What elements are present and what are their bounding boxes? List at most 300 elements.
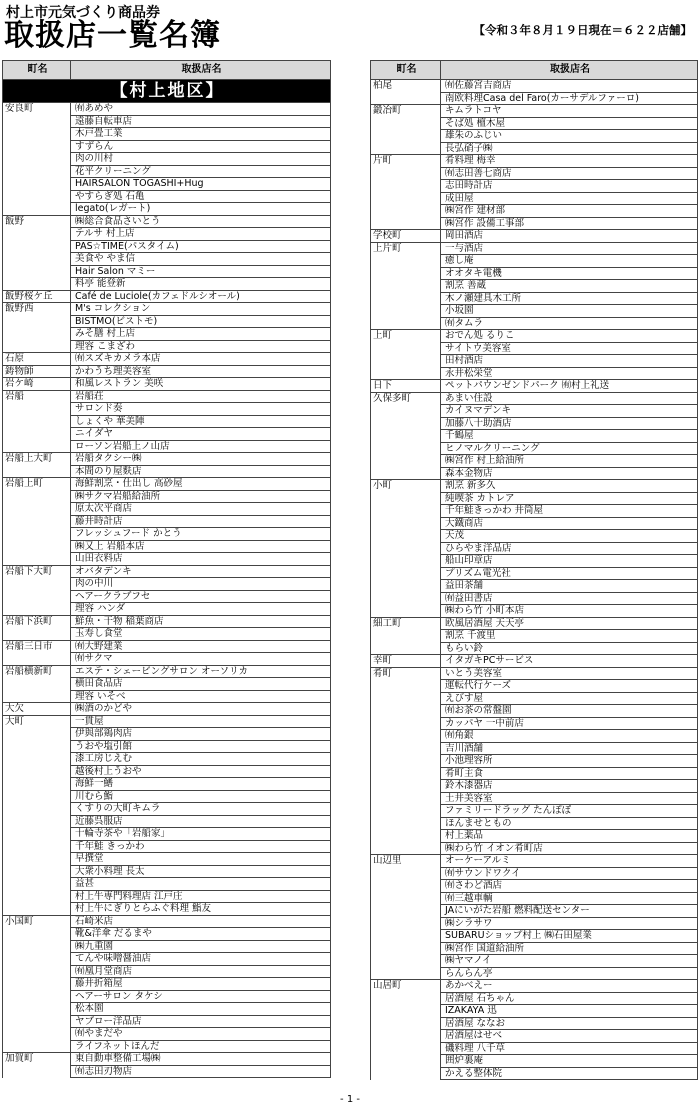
town-cell: 久保多町	[371, 392, 441, 405]
table-row	[371, 580, 698, 593]
town-cell	[371, 755, 441, 768]
town-cell	[371, 255, 441, 268]
store-cell: 志田時計店	[441, 180, 698, 193]
table-row	[371, 155, 698, 168]
store-cell: 理容 ハンダ	[71, 603, 331, 616]
town-cell	[371, 930, 441, 943]
store-cell: 漆工房じえむ	[71, 753, 331, 766]
table-row	[3, 865, 331, 878]
store-cell: 益甚	[71, 878, 331, 891]
table-row	[3, 103, 331, 116]
store-cell: 南欧料理Casa del Faro(カーサデルファーロ)	[441, 92, 698, 105]
store-cell: ㈲志田刃物店	[71, 1065, 331, 1078]
town-cell	[3, 490, 71, 503]
table-row	[371, 792, 698, 805]
store-cell: 長弘硝子㈱	[441, 142, 698, 155]
store-cell: キムラトコヤ	[441, 105, 698, 118]
store-cell: 石崎米店	[71, 915, 331, 928]
table-row	[3, 315, 331, 328]
town-cell	[371, 180, 441, 193]
town-cell	[371, 605, 441, 618]
table-row	[3, 903, 331, 916]
table-row	[371, 267, 698, 280]
table-row	[371, 130, 698, 143]
table-row	[371, 455, 698, 468]
town-cell	[371, 1055, 441, 1068]
town-cell	[371, 430, 441, 443]
store-cell: 欧風居酒屋 天天亭	[441, 617, 698, 630]
town-cell	[3, 678, 71, 691]
table-row	[3, 403, 331, 416]
town-cell	[3, 803, 71, 816]
store-cell: 遠藤自転車店	[71, 115, 331, 128]
table-row	[3, 140, 331, 153]
town-cell	[371, 117, 441, 130]
town-cell	[371, 692, 441, 705]
table-row	[371, 730, 698, 743]
table-row	[3, 615, 331, 628]
table-row	[371, 717, 698, 730]
town-cell	[371, 905, 441, 918]
town-cell: 安良町	[3, 103, 71, 116]
column-header-town: 町名	[371, 61, 441, 80]
table-row	[3, 515, 331, 528]
table-row	[371, 942, 698, 955]
table-row	[371, 705, 698, 718]
town-cell	[3, 840, 71, 853]
table-row	[3, 565, 331, 578]
table-row	[371, 1030, 698, 1043]
town-cell	[371, 542, 441, 555]
store-cell: 肴料理 梅幸	[441, 155, 698, 168]
table-row	[3, 703, 331, 716]
town-cell	[3, 653, 71, 666]
town-cell	[371, 580, 441, 593]
table-row	[3, 828, 331, 841]
town-cell	[3, 853, 71, 866]
store-cell: ㈱ヤマノイ	[441, 955, 698, 968]
table-row	[371, 317, 698, 330]
store-cell: 海鮮割烹・仕出し 高砂屋	[71, 478, 331, 491]
store-cell: ヘアークラブフセ	[71, 590, 331, 603]
table-row	[371, 680, 698, 693]
town-cell	[3, 778, 71, 791]
town-cell	[3, 265, 71, 278]
town-cell	[371, 992, 441, 1005]
table-row	[3, 165, 331, 178]
table-row	[3, 203, 331, 216]
as-of-date: 【令和３年８月１９日現在＝６２２店舗】	[473, 23, 692, 37]
store-table-right	[370, 60, 698, 1080]
store-cell: くすりの大町キムラ	[71, 803, 331, 816]
store-cell: JAにいがた岩船 燃料配送センター	[441, 905, 698, 918]
town-cell: 片町	[371, 155, 441, 168]
table-row	[371, 467, 698, 480]
town-cell	[371, 130, 441, 143]
store-cell: 海鮮一鰭	[71, 778, 331, 791]
town-cell	[371, 967, 441, 980]
table-row	[3, 778, 331, 791]
document-title: 取扱店一覧名簿	[4, 18, 221, 53]
town-cell: 日下	[371, 380, 441, 393]
store-cell: 東自動車整備工場㈱	[71, 1053, 331, 1066]
town-cell	[371, 705, 441, 718]
table-row	[3, 378, 331, 391]
town-cell	[3, 590, 71, 603]
store-cell: ヤブロー洋品店	[71, 1015, 331, 1028]
store-cell: あまい住設	[441, 392, 698, 405]
table-row	[371, 105, 698, 118]
table-row	[371, 367, 698, 380]
town-cell	[3, 315, 71, 328]
table-row	[3, 115, 331, 128]
town-cell	[3, 878, 71, 891]
store-cell: 一与酒店	[441, 242, 698, 255]
town-cell	[371, 880, 441, 893]
table-row	[3, 428, 331, 441]
store-cell: 純喫茶 カトレア	[441, 492, 698, 505]
town-cell: 小国町	[3, 915, 71, 928]
table-row	[3, 128, 331, 141]
table-row	[371, 480, 698, 493]
town-cell: 上片町	[371, 242, 441, 255]
store-cell: ㈲佐藤宮吉商店	[441, 80, 698, 93]
store-cell: すずらん	[71, 140, 331, 153]
table-row	[371, 980, 698, 993]
town-cell	[371, 467, 441, 480]
town-cell	[3, 1015, 71, 1028]
town-cell	[371, 567, 441, 580]
town-cell: 岩船上町	[3, 478, 71, 491]
store-cell: らんらん亭	[441, 967, 698, 980]
table-row	[371, 205, 698, 218]
town-cell	[3, 253, 71, 266]
store-cell: 森本金物店	[441, 467, 698, 480]
town-cell	[371, 492, 441, 505]
store-cell: おでん処 るりこ	[441, 330, 698, 343]
table-row	[3, 628, 331, 641]
town-cell	[371, 942, 441, 955]
table-row	[3, 1028, 331, 1041]
table-row	[3, 940, 331, 953]
table-row	[371, 1067, 698, 1080]
town-cell	[3, 790, 71, 803]
store-cell: 永井松栄堂	[441, 367, 698, 380]
table-row	[371, 217, 698, 230]
town-cell	[371, 592, 441, 605]
table-row	[371, 880, 698, 893]
town-cell: 岩ケ崎	[3, 378, 71, 391]
table-row	[3, 690, 331, 703]
table-row	[3, 178, 331, 191]
town-cell	[371, 717, 441, 730]
town-cell	[371, 205, 441, 218]
town-cell: 岩船三日市	[3, 640, 71, 653]
store-cell: 花平クリーニング	[71, 165, 331, 178]
store-cell: オバタデンキ	[71, 565, 331, 578]
table-row	[371, 992, 698, 1005]
town-cell	[371, 630, 441, 643]
town-cell: 飯野桜ケ丘	[3, 290, 71, 303]
table-row	[371, 305, 698, 318]
store-cell: 和風レストラン 美咲	[71, 378, 331, 391]
town-cell	[371, 192, 441, 205]
table-row	[3, 790, 331, 803]
store-cell: 大鐵商店	[441, 517, 698, 530]
table-row	[371, 505, 698, 518]
table-row	[371, 1005, 698, 1018]
town-cell	[3, 165, 71, 178]
town-cell	[3, 753, 71, 766]
store-cell: ㈲タムラ	[441, 317, 698, 330]
table-row	[371, 767, 698, 780]
town-cell	[3, 340, 71, 353]
table-row	[3, 715, 331, 728]
town-cell	[3, 190, 71, 203]
town-cell	[3, 528, 71, 541]
store-cell: いとう美容室	[441, 667, 698, 680]
town-cell	[3, 540, 71, 553]
town-cell	[3, 828, 71, 841]
town-cell: 柏尾	[371, 80, 441, 93]
store-cell: ㈱宮作 設備工事部	[441, 217, 698, 230]
table-row	[371, 567, 698, 580]
table-row	[371, 380, 698, 393]
table-row	[371, 280, 698, 293]
store-cell: Hair Salon マミー	[71, 265, 331, 278]
table-row	[371, 392, 698, 405]
town-cell	[3, 240, 71, 253]
table-row	[3, 915, 331, 928]
store-cell: 料亭 能登新	[71, 278, 331, 291]
table-row	[3, 815, 331, 828]
table-row	[371, 917, 698, 930]
table-row	[3, 215, 331, 228]
store-cell: 原太次平商店	[71, 503, 331, 516]
table-row	[371, 930, 698, 943]
table-row	[371, 642, 698, 655]
store-cell: 村上牛専門料理店 江戸庄	[71, 890, 331, 903]
town-cell	[371, 830, 441, 843]
table-row	[371, 867, 698, 880]
table-row	[371, 842, 698, 855]
town-cell: 細工町	[371, 617, 441, 630]
town-cell	[371, 92, 441, 105]
store-cell: 木戸畳工業	[71, 128, 331, 141]
table-row	[3, 253, 331, 266]
store-cell: ローソン岩船上ノ山店	[71, 440, 331, 453]
store-cell: ㈱サクマ岩船給油所	[71, 490, 331, 503]
town-cell	[371, 342, 441, 355]
town-cell	[371, 517, 441, 530]
store-cell: ㈱九重園	[71, 940, 331, 953]
table-row	[3, 290, 331, 303]
store-cell: 小坂園	[441, 305, 698, 318]
town-cell	[371, 730, 441, 743]
store-cell: 理容 いそべ	[71, 690, 331, 703]
store-cell: 山田衣料店	[71, 553, 331, 566]
town-cell: 飯野	[3, 215, 71, 228]
table-row	[3, 453, 331, 466]
town-cell	[3, 428, 71, 441]
table-row	[371, 817, 698, 830]
town-cell	[3, 440, 71, 453]
column-header-town: 町名	[3, 61, 71, 80]
table-row	[3, 853, 331, 866]
table-row	[3, 653, 331, 666]
town-cell: 上町	[371, 330, 441, 343]
store-cell: ㈱わら竹 イオン肴町店	[441, 842, 698, 855]
store-cell: ㈲サクマ	[71, 653, 331, 666]
town-cell	[371, 317, 441, 330]
table-row	[3, 603, 331, 616]
table-row	[3, 1040, 331, 1053]
store-cell: サロンド奏	[71, 403, 331, 416]
table-row	[3, 390, 331, 403]
town-cell	[3, 728, 71, 741]
town-cell	[3, 1028, 71, 1041]
table-row	[371, 1042, 698, 1055]
table-row	[371, 92, 698, 105]
town-cell	[371, 455, 441, 468]
town-cell	[371, 892, 441, 905]
table-row	[371, 292, 698, 305]
store-cell: そば処 檀木屋	[441, 117, 698, 130]
town-cell	[371, 167, 441, 180]
town-cell	[3, 178, 71, 191]
table-row	[371, 405, 698, 418]
table-row	[371, 555, 698, 568]
store-cell: ㈲凰月堂商店	[71, 965, 331, 978]
table-row	[371, 605, 698, 618]
store-cell: ㈲角銀	[441, 730, 698, 743]
town-cell	[371, 780, 441, 793]
store-cell: ペットパウンゼンドパーク ㈲村上礼送	[441, 380, 698, 393]
store-cell: ㈲お茶の常盤園	[441, 705, 698, 718]
store-cell: あかべえー	[441, 980, 698, 993]
store-cell: サイトウ美容室	[441, 342, 698, 355]
store-cell: 村上牛にぎりとらふぐ料理 鮨友	[71, 903, 331, 916]
town-cell	[371, 405, 441, 418]
town-cell	[371, 355, 441, 368]
store-cell: ニイダヤ	[71, 428, 331, 441]
store-cell: 大衆小料理 長太	[71, 865, 331, 878]
store-cell: 千年鮭 きっかわ	[71, 840, 331, 853]
town-cell: 岩船横新町	[3, 665, 71, 678]
table-row	[3, 753, 331, 766]
store-cell: 千年鮭きっかわ 井筒屋	[441, 505, 698, 518]
table-row	[371, 330, 698, 343]
table-row	[3, 303, 331, 316]
town-cell	[371, 142, 441, 155]
town-cell	[3, 278, 71, 291]
store-cell: ヒノマルクリーニング	[441, 442, 698, 455]
store-cell: Café de Luciole(カフェドルシオール)	[71, 290, 331, 303]
store-cell: カッパヤ 一中前店	[441, 717, 698, 730]
store-cell: 成田屋	[441, 192, 698, 205]
table-row	[3, 228, 331, 241]
town-cell	[3, 553, 71, 566]
store-cell: ㈲スズキカメラ本店	[71, 353, 331, 366]
table-row	[371, 830, 698, 843]
table-row	[3, 190, 331, 203]
table-row	[371, 342, 698, 355]
store-cell: 肉の川村	[71, 153, 331, 166]
store-cell: 居酒屋はせべ	[441, 1030, 698, 1043]
town-cell	[371, 1017, 441, 1030]
town-cell	[3, 740, 71, 753]
store-cell: テルサ 村上店	[71, 228, 331, 241]
column-header-store: 取扱店名	[71, 61, 331, 80]
store-cell: ファミリードラッグ たんぽぽ	[441, 805, 698, 818]
store-cell: 磯料理 八千草	[441, 1042, 698, 1055]
store-cell: 一貫屋	[71, 715, 331, 728]
town-cell	[371, 305, 441, 318]
town-cell	[3, 690, 71, 703]
store-cell: しょくや 華美陣	[71, 415, 331, 428]
table-row	[371, 592, 698, 605]
store-cell: 横田食品店	[71, 678, 331, 691]
store-cell: ㈱わら竹 小町本店	[441, 605, 698, 618]
town-cell	[3, 228, 71, 241]
town-cell	[371, 817, 441, 830]
store-cell: ㈱総合食品さいとう	[71, 215, 331, 228]
store-cell: てんや味噌醤油店	[71, 953, 331, 966]
store-cell: 伊與部鶏肉店	[71, 728, 331, 741]
table-row	[371, 742, 698, 755]
table-row	[371, 117, 698, 130]
page-number: - 1 -	[340, 1094, 360, 1105]
town-cell	[371, 792, 441, 805]
town-cell: 岩船	[3, 390, 71, 403]
table-row	[3, 328, 331, 341]
table-row	[3, 153, 331, 166]
store-cell: 美食や やま信	[71, 253, 331, 266]
store-cell: PAS☆TIME(パスタイム)	[71, 240, 331, 253]
store-cell: 益田茶舗	[441, 580, 698, 593]
town-cell	[371, 767, 441, 780]
table-row	[371, 755, 698, 768]
store-cell: 本間のり屋麩店	[71, 465, 331, 478]
store-cell: やすらぎ処 石亀	[71, 190, 331, 203]
table-row	[371, 192, 698, 205]
store-cell: 川むら鮨	[71, 790, 331, 803]
store-cell: SUBARUショップ村上 ㈱石田屋業	[441, 930, 698, 943]
store-cell: オーケーアルミ	[441, 855, 698, 868]
town-cell	[3, 403, 71, 416]
table-row	[371, 692, 698, 705]
town-cell	[371, 867, 441, 880]
town-cell	[3, 928, 71, 941]
table-row	[371, 355, 698, 368]
store-cell: ㈱又上 岩船本店	[71, 540, 331, 553]
store-cell: 割烹 新多久	[441, 480, 698, 493]
town-cell	[3, 1040, 71, 1053]
store-cell: カイヌマデンキ	[441, 405, 698, 418]
table-row	[371, 780, 698, 793]
store-cell: BISTMO(ビストモ)	[71, 315, 331, 328]
table-row	[3, 665, 331, 678]
table-row	[3, 890, 331, 903]
table-row	[371, 905, 698, 918]
table-row	[3, 503, 331, 516]
store-cell: ㈲あめや	[71, 103, 331, 116]
store-cell: legato(レガート)	[71, 203, 331, 216]
store-cell: IZAKAYA 迅	[441, 1005, 698, 1018]
town-cell	[3, 115, 71, 128]
town-cell	[371, 217, 441, 230]
town-cell	[3, 628, 71, 641]
